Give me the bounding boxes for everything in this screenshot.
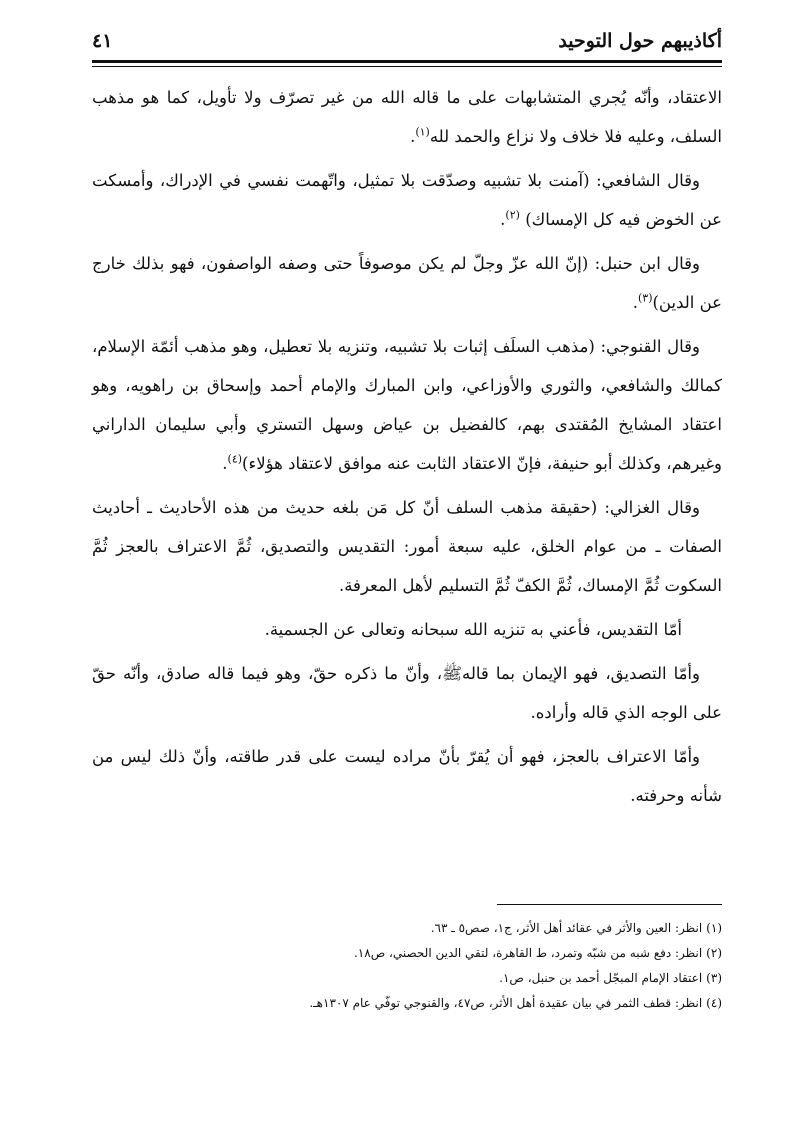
paragraph — [92, 654, 722, 732]
paragraph-tail: . — [632, 293, 638, 312]
paragraph-text: وأمّا التصديق، فهو الإيمان بما قالهﷺ، وأنّ ما ذكره حقّ، وهو فيما قاله صادق، وأنّه حقّ على الوجه الذي قاله وأراده. — [92, 664, 722, 722]
footnote-reference: (٣) — [637, 291, 653, 305]
footnote-number: (٤) — [706, 996, 722, 1010]
page-number: ٤١ — [92, 30, 113, 52]
footnote — [92, 916, 722, 941]
paragraph — [92, 327, 722, 483]
footnote-text: انظر: قطف الثمر في بيان عقيدة أهل الأثر، ص٤٧، والقنوجي توفّي عام ١٣٠٧هـ. — [309, 996, 703, 1010]
paragraph-text: وقال الغزالي: (حقيقة مذهب السلف أنّ كل مَن بلغه حديث من هذه الأحاديث ـ أحاديث الصفات ـ من عوام الخلق، عليه سبعة أمور: التقديس والتصديق، ثُمَّ الاعتراف بالعجز ثُمَّ السكوت ثُمَّ الإمساك، ثُمَّ الكفّ ثُمَّ التسليم لأهل المعرفة. — [92, 498, 722, 595]
page-header — [92, 30, 722, 60]
footnote-separator — [497, 904, 722, 905]
paragraph-tail: . — [500, 210, 506, 229]
paragraph-text: وأمّا الاعتراف بالعجز، فهو أن يُقرّ بأنّ مراده ليست على قدر طاقته، وأنّ ذلك ليس من شأنه وحرفته. — [92, 747, 722, 805]
paragraph — [92, 488, 722, 605]
header-rule-thick — [92, 60, 722, 63]
footnote-number: (٢) — [706, 946, 722, 960]
footnote-reference: (٤) — [227, 452, 243, 466]
paragraph-text: وقال الشافعي: (آمنت بلا تشبيه وصدّقت بلا تمثيل، واتّهمت نفسي في الإدراك، وأمسكت عن الخوض فيه كل الإمساك) — [92, 171, 722, 229]
running-title: أكاذيبهم حول التوحيد — [558, 30, 722, 52]
footnote — [92, 966, 722, 991]
paragraph — [92, 244, 722, 322]
footnote-reference: (٢) — [505, 208, 520, 222]
footnote-number: (١) — [706, 921, 722, 935]
footnote — [92, 991, 722, 1016]
footnote-text: انظر: دفع شبه من شبّه وتمرد، ط القاهرة، لتقي الدين الحصني، ص١٨. — [353, 946, 703, 960]
header-rule-thin — [92, 66, 722, 67]
paragraph — [92, 161, 722, 239]
footnote-reference: (١) — [415, 125, 430, 139]
paragraph — [92, 610, 722, 649]
footnote — [92, 941, 722, 966]
paragraph-text: وقال ابن حنبل: (إنّ الله عزّ وجلّ لم يكن موصوفاً حتى وصفه الواصفون، فهو بذلك خارج عن الدين) — [92, 254, 722, 312]
footnote-text: اعتقاد الإمام المبجّل أحمد بن حنبل، ص١. — [499, 971, 703, 985]
paragraph — [92, 737, 722, 815]
paragraph-text: أمّا التقديس، فأعني به تنزيه الله سبحانه وتعالى عن الجسمية. — [264, 620, 682, 639]
body-text — [92, 78, 722, 820]
paragraph-tail: . — [222, 454, 228, 473]
footnote-number: (٣) — [706, 971, 722, 985]
paragraph-tail: . — [410, 127, 416, 146]
footnote-text: انظر: العين والأثر في عقائد أهل الأثر، ج١، صص٥ ـ ٦٣. — [430, 921, 703, 935]
paragraph — [92, 78, 722, 156]
paragraph-text: الاعتقاد، وأنّه يُجري المتشابهات على ما قاله الله من غير تصرّف ولا تأويل، كما هو مذهب السلف، وعليه فلا خلاف ولا نزاع والحمد لله — [92, 88, 722, 146]
paragraph-text: وقال القنوجي: (مذهب السلَف إثبات بلا تشبيه، وتنزيه بلا تعطيل، وهو مذهب أئمّة الإسلام، كمالك والشافعي، والثوري والأوزاعي، وابن المبارك والإمام أحمد وإسحاق بن راهويه، وهو اعتقاد المشايخ المُقتدى بهم، كالفضيل بن عياض وسهل التستري وأبي سليمان الداراني وغيرهم، وكذلك أبو حنيفة، فإنّ الاعتقاد الثابت عنه موافق لاعتقاد هؤلاء) — [92, 337, 722, 473]
footnotes — [92, 916, 722, 1016]
